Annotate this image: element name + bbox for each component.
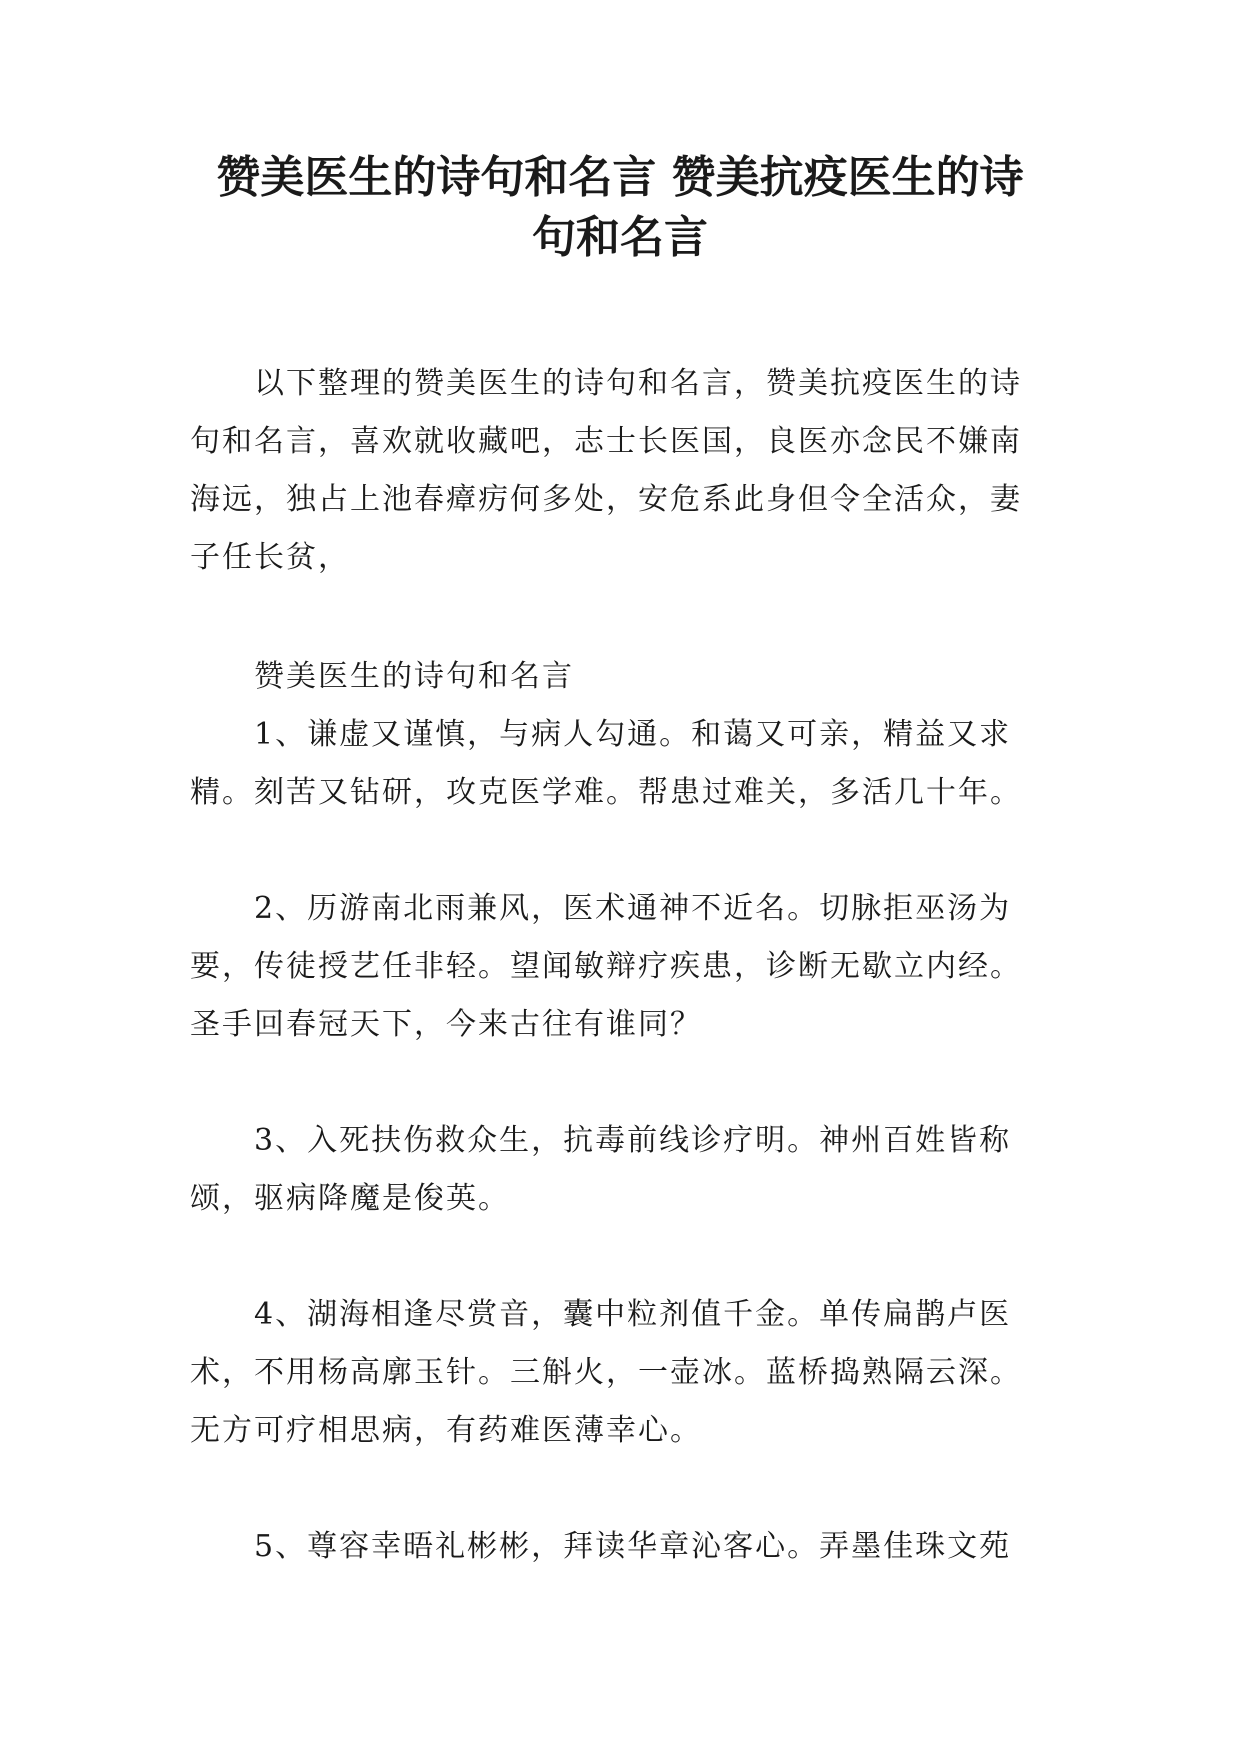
- title-line-2: 句和名言: [532, 212, 708, 263]
- list-item: 2、历游南北雨兼风，医术通神不近名。切脉拒巫汤为要，传徒授艺任非轻。望闻敏辩疗疾患，诊断无歇立内经。圣手回春冠天下，今来古往有谁同？: [190, 891, 1022, 1042]
- list-item: 1、谦虚又谨慎，与病人勾通。和蔼又可亲，精益又求精。刻苦又钻研，攻克医学难。帮患过难关，多活几十年。: [190, 717, 1022, 810]
- list-item: 3、入死扶伤救众生，抗毒前线诊疗明。神州百姓皆称颂，驱病降魔是俊英。: [190, 1123, 1012, 1216]
- list-item: 5、尊容幸晤礼彬彬，拜读华章沁客心。弄墨佳珠文苑: [254, 1529, 1012, 1564]
- section-heading: 赞美医生的诗句和名言: [254, 659, 574, 694]
- title-line-1: 赞美医生的诗句和名言 赞美抗疫医生的诗: [216, 152, 1024, 203]
- document-title: [180, 148, 1060, 268]
- list-item: 4、湖海相逢尽赏音，囊中粒剂值千金。单传扁鹊卢医术，不用杨高廓玉针。三斛火，一壶冰。蓝桥捣熟隔云深。无方可疗相思病，有药难医薄幸心。: [190, 1297, 1022, 1448]
- intro-paragraph: 以下整理的赞美医生的诗句和名言，赞美抗疫医生的诗句和名言，喜欢就收藏吧，志士长医国，良医亦念民不嫌南海远，独占上池春瘴疠何多处，安危系此身但令全活众，妻子任长贫，: [190, 366, 1022, 575]
